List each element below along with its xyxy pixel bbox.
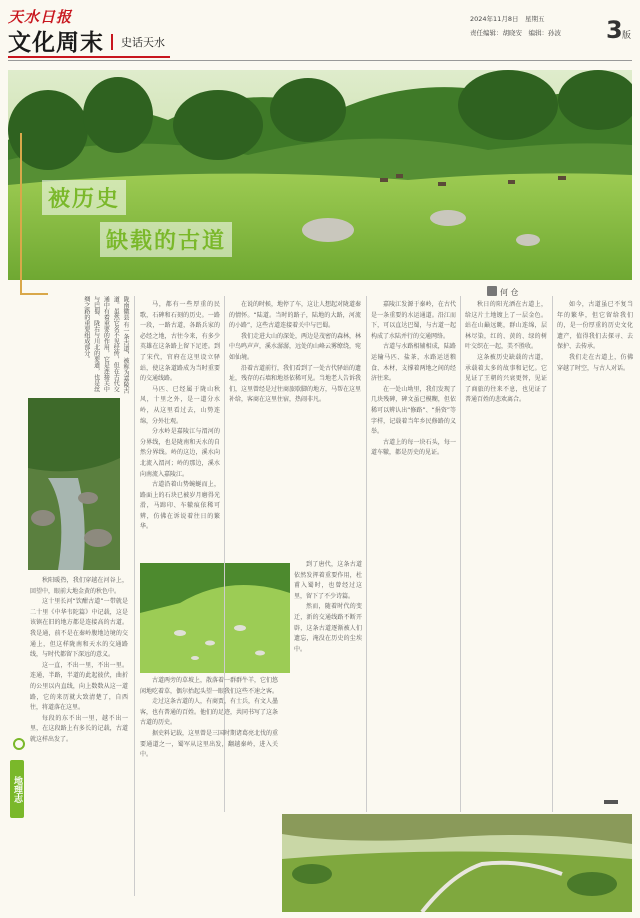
- newspaper-logo: 天水日报: [8, 8, 73, 26]
- paragraph: 嘉陵江发源于秦岭，在古代是一条重要的水运通道。沿江而下，可以直达巴蜀，与古道一起构成了水陆并行的交通网络。: [371, 301, 456, 340]
- valley-photo: [282, 814, 632, 912]
- byline: 何 仓: [500, 288, 519, 297]
- sub-section-label: 史话天水: [111, 34, 165, 50]
- paragraph: 我们走在古道上，仿佛穿越了时空，与古人对话。: [557, 353, 633, 372]
- paragraph: 我们走进大山的深处，两边是茂密的森林，林中鸟鸣声声，溪水潺潺，远处的山峰云雾缭绕，宛如仙境。: [229, 332, 361, 361]
- paragraph: 在一处山坳里，我们发现了几块残碑，碑文虽已模糊，但依稀可以辨认出“修路”、“捐资”等字样，记载着当年乡民修路的义举。: [371, 385, 456, 436]
- column-divider: [134, 296, 135, 896]
- column-divider: [366, 296, 367, 812]
- paragraph: 然而，随着时代的变迁，新的交通线路不断开辟，这条古道逐渐被人们遗忘，淹没在历史的尘埃中。: [294, 603, 362, 653]
- date-line: 2024年11月8日 星期五: [470, 15, 545, 23]
- section-tag: 地理志: [10, 760, 24, 818]
- text-column-3b: [294, 560, 362, 810]
- tag-ornament: [13, 738, 25, 750]
- paragraph: 古道上的每一块石头，每一道车辙，都是历史的见证。: [371, 438, 456, 457]
- paragraph: 秋阳暖热，我们穿越在河谷上，回望中，眼前大地金黄的秋色中。: [30, 577, 128, 595]
- text-column-5: [465, 300, 547, 810]
- hillside-photo: [140, 563, 290, 673]
- article-title-line1: 被历史: [42, 180, 126, 215]
- editor-line: 责任编辑：胡晓安 编辑：孙波: [470, 29, 561, 37]
- text-column-6: [557, 300, 633, 795]
- article-end-mark: [604, 800, 618, 804]
- paragraph: 沿着古道前行，我们看到了一处古代驿站的遗址，残存的石墙和地基依稀可见。当地老人告诉我们，这里曾经是过往商旅歇脚的地方，马帮在这里补给，客商在这里住宿，热闹非凡。: [229, 364, 361, 404]
- paragraph: 马，都有一些厚重的民歌，石碑和石刻的历史。一路一段，一路古道，各路兵家的必经之地，古往今来，有多少英雄在这条路上留下足迹。到了宋代，官府在这里设立驿站，使这条道路成为当时重要的交通线路。: [140, 301, 220, 383]
- text-column-2: [140, 300, 220, 560]
- paragraph: 在说的时候，地停了车，这让人想起对陇道秦的情怀。“陆道。当时的路子，陆地的大路，河流的小路”，这些古道连接着关中与巴蜀。: [229, 301, 361, 330]
- paragraph: 据史料记载，这里曾是三国时期诸葛亮北伐的重要通道之一，蜀军从这里出发，翻越秦岭，进入关中。: [140, 729, 278, 759]
- article-summary: 陇南徽县 有一条古道，被称为嘉陵古道。虽然它名不见经传，但在古代交通中有着重要的作用，它是连接关中与巴蜀、陇右与川北的要道，也是丝绸之路的重要组成部分。: [82, 296, 129, 394]
- paragraph: 秋日的阳光洒在古道上，给这片土地镀上了一层金色。站在山巅远眺，群山连绵，层林尽染，红的、黄的、绿的树叶交织在一起，美不胜收。: [465, 301, 547, 351]
- text-column-2b: [140, 676, 278, 906]
- paragraph: 每段的东不出一里，越不出一里，在这段路上有多长的记载，古道就这样出发了。: [30, 714, 128, 743]
- paragraph: 分水岭是嘉陵江与渭河的分界线，也是陇南和天水的自然分界线。岭的这边，溪水向北流入渭河；岭的那边，溪水向南流入嘉陵江。: [140, 428, 220, 478]
- text-column-4: [371, 300, 456, 810]
- text-column-3: [229, 300, 361, 560]
- column-divider: [552, 296, 553, 812]
- paragraph: 这一直，不出一里，不出一里。连通，半路，半道的此起彼伏，曲折的公里以内直线，向上数数从这一道路，它的来历就大致清楚了，自西往，将道落在这里。: [30, 661, 128, 712]
- column-divider: [460, 296, 461, 812]
- author-icon: [487, 286, 497, 296]
- paragraph: 这十里长河“饮酣古道”一带就是二十里《中华韦陀篇》中记载，这是该镇在旧的地方都是连接高的古道。我是通，前不是在秦岭腹地边境的交通上，但这样陇南和天水的交通路线，与时代都留下深远的意义。: [30, 598, 128, 659]
- header-divider: [8, 60, 632, 61]
- paragraph: 这条被历史缺载的古道，承载着太多的故事和记忆。它见证了王朝的兴衰更替，见证了商旅的往来不息，也见证了普通百姓的悲欢离合。: [465, 353, 547, 404]
- paragraph: 马匹、已经属于陇山秋风，十里之外，是一道分水岭，从这里看过去，山势连绵，分外壮观。: [140, 385, 220, 425]
- header-red-rule: [8, 56, 170, 58]
- stream-photo: [28, 398, 120, 570]
- paragraph: 古道两旁的草坡上，散落着一群群牛羊，它们悠闲地吃着草，偶尔抬起头望一眼我们这些不速之客。: [140, 677, 278, 695]
- paragraph: 走过这条古道的人，有商贾，有士兵，有文人墨客，也有普通的百姓。他们的足迹，共同书写了这条古道的历史。: [140, 698, 278, 727]
- page-number: 3: [606, 16, 623, 44]
- text-column-1: [30, 576, 128, 906]
- page-unit: 版: [622, 31, 632, 41]
- paragraph: 如今，古道虽已不复当年的繁华，但它留给我们的，是一份厚重的历史文化遗产，值得我们去探寻、去保护、去传承。: [557, 301, 633, 351]
- section-title: 文化周末: [8, 30, 104, 56]
- paragraph: 到了唐代，这条古道依然发挥着重要作用，杜甫入蜀时，也曾经过这里，留下了不少诗篇。: [294, 561, 362, 600]
- paragraph: 古道与水路相辅相成，陆路运输马匹、盐茶，水路运送粮食、木材，支撑着两地之间的经济往来。: [371, 343, 456, 383]
- paragraph: 古道沿着山势蜿蜒而上，路面上的石块已被岁月磨得光滑，马蹄印、车辙痕依稀可辨，仿佛在诉说着往日的繁华。: [140, 481, 220, 531]
- article-title-line2: 缺载的古道: [100, 222, 232, 257]
